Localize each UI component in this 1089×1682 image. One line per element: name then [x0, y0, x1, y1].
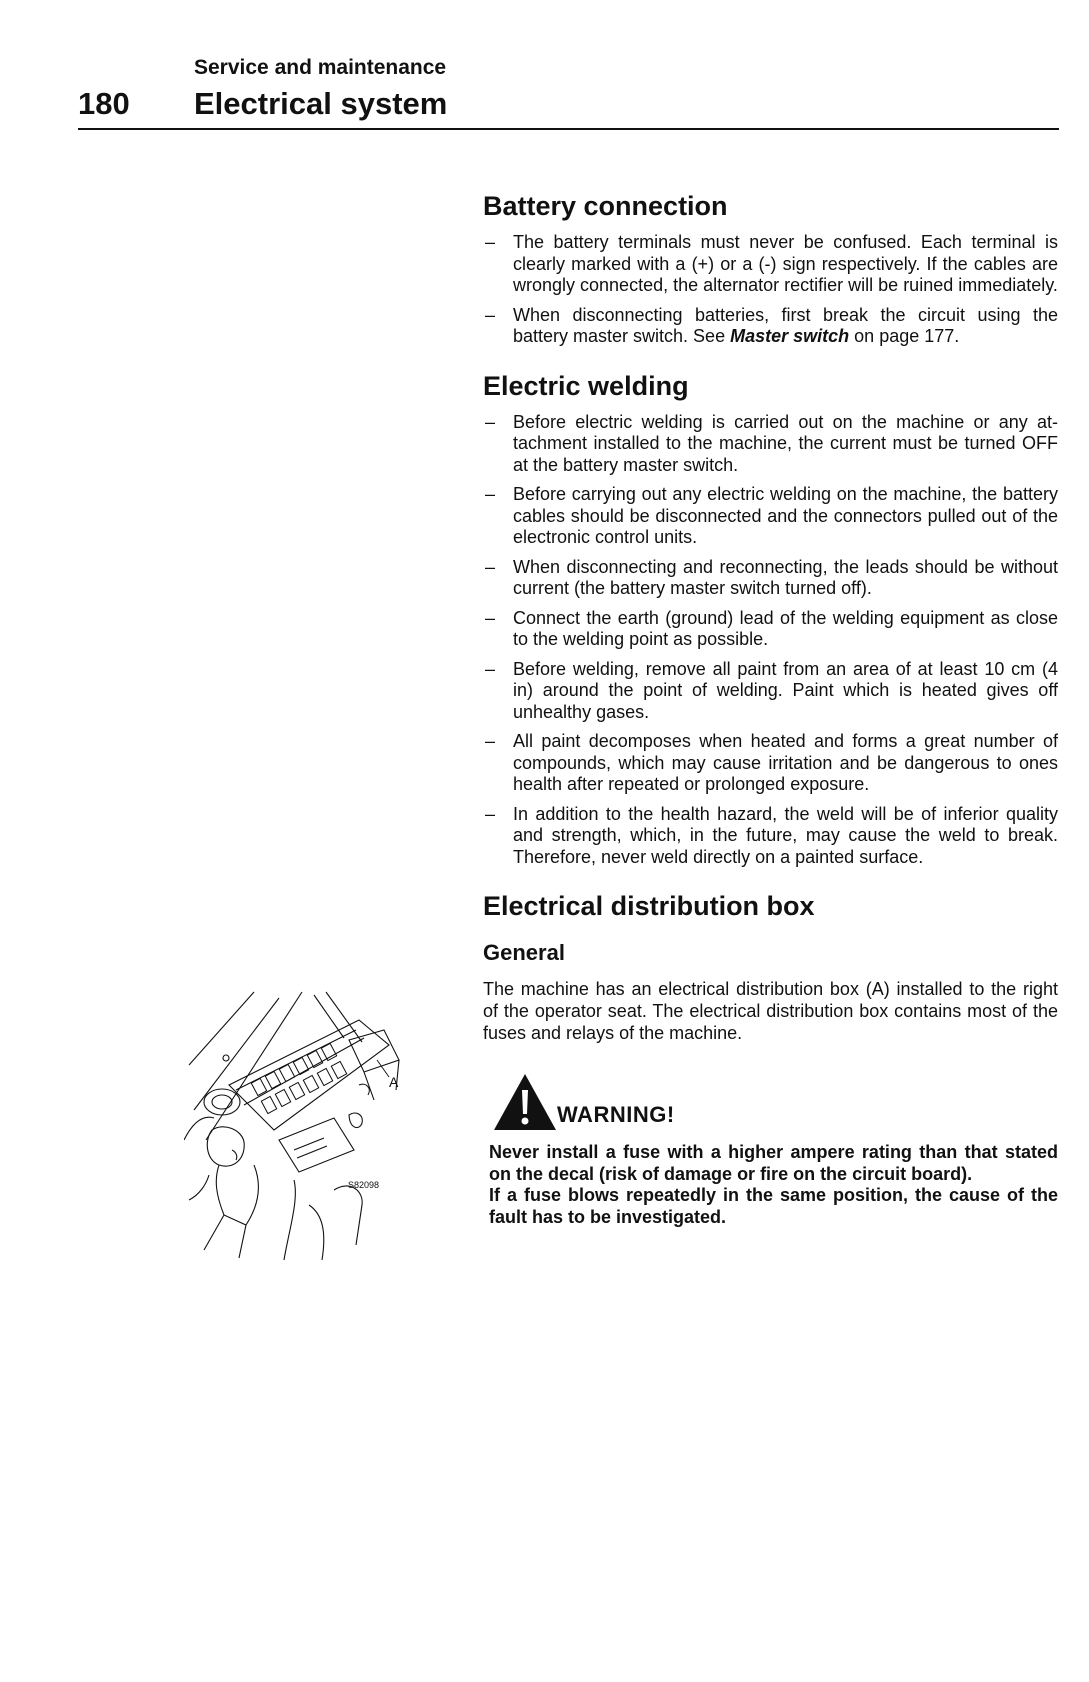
header-rule — [78, 128, 1059, 130]
dash-bullet: – — [485, 232, 496, 252]
main-content — [483, 190, 1058, 1228]
figure-code: S82098 — [348, 1180, 380, 1190]
list-item: – In addition to the health hazard, the weld will be of inferior quality and strength, which, in the future, may cause the weld to break. Therefore, never weld directly on a painted surface. — [485, 803, 1058, 867]
list-item: – Before electric welding is carried out on the machine or any attachment installed to the machine, the current must be turned OFF at the battery master switch. — [485, 411, 1058, 475]
chapter-title: Electrical system — [194, 86, 448, 121]
list-item: – Before welding, remove all paint from an area of at least 10 cm (4 in) around the point of welding. Paint which is heated gives off unhealthy gases. — [485, 658, 1058, 722]
dash-bullet: – — [485, 411, 496, 432]
list-item: – All paint decomposes when heated and forms a great number of compounds, which may cause irritation and be dangerous to ones health after repeated or prolonged exposure. — [485, 731, 1058, 794]
list-item: – Before carrying out any electric welding on the machine, the battery cables should be disconnected and the connectors pulled out of the electronic control units. — [485, 484, 1058, 547]
battery-connection-list — [483, 232, 1058, 348]
dash-bullet: – — [485, 658, 496, 679]
dash-bullet: – — [485, 607, 496, 628]
list-item: – When disconnecting batteries, first break the circuit using the battery master switch. See Master switch on page 177. — [485, 304, 1058, 346]
electric-welding-list — [483, 412, 1058, 869]
dash-bullet: – — [485, 556, 496, 577]
warning-triangle-icon — [493, 1072, 557, 1132]
battery-connection-heading: Battery connection — [483, 191, 728, 221]
dash-bullet: – — [485, 803, 496, 824]
electric-welding-heading: Electric welding — [483, 370, 689, 401]
dash-bullet: – — [485, 731, 496, 751]
master-switch-link[interactable]: Master switch — [730, 326, 850, 346]
list-item: – When disconnecting and reconnecting, the leads should be without current (the battery master switch turned off). — [485, 556, 1058, 598]
warning-title: WARNING! — [557, 1102, 675, 1127]
list-item: – Connect the earth (ground) lead of the welding equipment as close to the welding point as possible. — [485, 607, 1058, 649]
page-number: 180 — [78, 86, 130, 121]
section-title: Service and maintenance — [194, 56, 447, 79]
distribution-box-description: The machine has an electrical distribution box (A) installed to the right of the operator seat. The electrical distribution box contains most of the fuses and relays of the machine. — [483, 979, 1058, 1043]
warning-header — [493, 1070, 1058, 1132]
general-subheading: General — [483, 940, 565, 965]
dash-bullet: – — [485, 304, 496, 325]
distribution-box-heading: Electrical distribution box — [483, 891, 815, 921]
warning-line: Never install a fuse with a higher ampere rating than that stated on the decal (risk of damage or fire on the circuit board). — [489, 1142, 1058, 1184]
list-item: – The battery terminals must never be confused. Each terminal is clearly marked with a (+) or a (-) sign respectively. If the cables are wrongly connected, the alternator rectifier will be ruined immediately. — [485, 232, 1058, 295]
warning-text — [489, 1142, 1058, 1228]
figure-callout-a: A — [389, 1074, 399, 1090]
dash-bullet: – — [485, 484, 496, 504]
warning-line: If a fuse blows repeatedly in the same position, the cause of the fault has to be investigated. — [489, 1185, 1058, 1227]
warning-box — [483, 1070, 1058, 1228]
distribution-box-illustration — [184, 990, 424, 1265]
